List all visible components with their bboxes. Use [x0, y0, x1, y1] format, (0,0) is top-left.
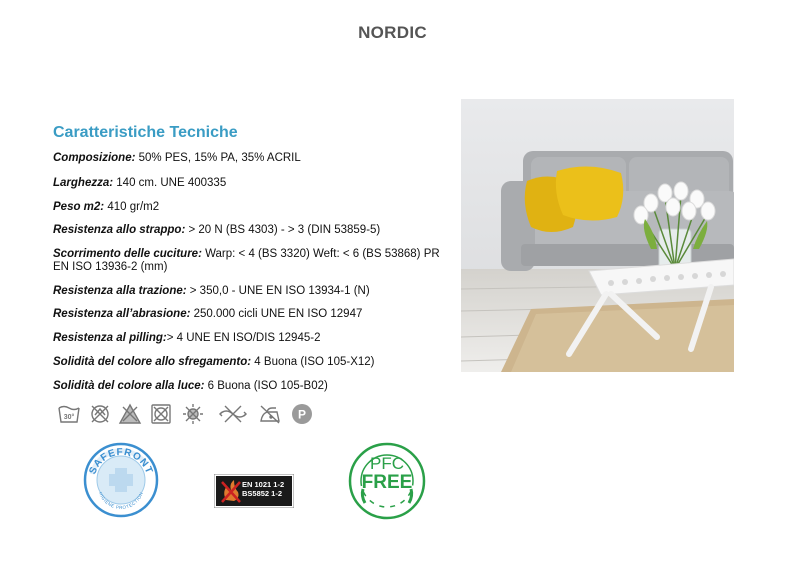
spec-seam-slippage [53, 248, 453, 274]
spec-value: 50% PES, 15% PA, 35% ACRIL [135, 152, 301, 164]
spec-label: Peso m2: [53, 201, 105, 213]
spec-value: Warp: < 4 (BS 3320) Weft: < 6 (BS 53868) PR EN ISO 13936-2 (mm) [53, 248, 440, 273]
spec-label: Solidità del colore alla luce: [53, 380, 205, 392]
no-tumble-dry-icon [118, 402, 142, 426]
section-title: Caratteristiche Tecniche [53, 124, 238, 141]
spec-pilling [53, 332, 453, 345]
free-label: FREE [361, 472, 413, 493]
spec-label: Solidità del colore allo sfregamento: [53, 356, 252, 368]
wash-30-icon [57, 402, 81, 426]
spec-rub-fastness [53, 356, 453, 369]
pfc-free-text [347, 455, 427, 493]
spec-label: Composizione: [53, 152, 136, 164]
no-wring-icon [218, 402, 248, 426]
spec-weight [53, 201, 453, 214]
spec-abrasion [53, 308, 453, 321]
product-photo [461, 99, 734, 372]
spec-value: 6 Buona (ISO 105-B02) [204, 380, 328, 392]
wash-temp-label: 30° [63, 414, 75, 421]
spec-value: 140 cm. UNE 400335 [113, 177, 227, 189]
spec-label: Scorrimento delle cuciture: [53, 248, 202, 260]
spec-tensile-strength [53, 285, 453, 298]
spec-value: 250.000 cicli UNE EN ISO 12947 [190, 308, 363, 320]
spec-value: > 350,0 - UNE EN ISO 13934-1 (N) [186, 285, 370, 297]
spec-label: Resistenza al pilling: [53, 332, 167, 344]
iron-low-icon [258, 402, 282, 426]
spec-value: > 4 UNE EN ISO/DIS 12945-2 [166, 332, 321, 344]
fire-standard-en: EN 1021 1-2 [242, 480, 285, 489]
fire-standard-bs: BS5852 1-2 [242, 488, 283, 498]
svg-text:SAFEFRONT [87, 447, 154, 476]
spec-tear-resistance [53, 224, 453, 237]
pfc-label: PFC [370, 454, 404, 473]
spec-label: Resistenza allo strappo: [53, 224, 186, 236]
no-dryclean-icon [149, 402, 173, 426]
svg-text:HIGIENE PROTECTION [98, 491, 144, 510]
spec-label: Larghezza: [53, 177, 114, 189]
spec-value: > 20 N (BS 4303) - > 3 (DIN 53859-5) [185, 224, 381, 236]
dryclean-p-letter: P [297, 407, 307, 422]
fire-standards [242, 481, 284, 498]
safefront-subtitle: HIGIENE PROTECTION [97, 491, 145, 511]
page-title: NORDIC [358, 23, 427, 42]
spec-value: 410 gr/m2 [104, 201, 160, 213]
spec-light-fastness [53, 380, 453, 393]
safefront-text-wrap [86, 446, 156, 514]
no-bleach-icon [88, 402, 112, 426]
spec-composition [53, 152, 453, 165]
safefront-name: SAFEFRONT [87, 446, 155, 476]
no-sun-dry-icon [181, 402, 205, 426]
spec-label: Resistenza alla trazione: [53, 285, 187, 297]
dryclean-p-icon [290, 402, 314, 426]
spec-width [53, 177, 453, 190]
spec-label: Resistenza all’abrasione: [53, 308, 191, 320]
spec-value: 4 Buona (ISO 105-X12) [251, 356, 375, 368]
